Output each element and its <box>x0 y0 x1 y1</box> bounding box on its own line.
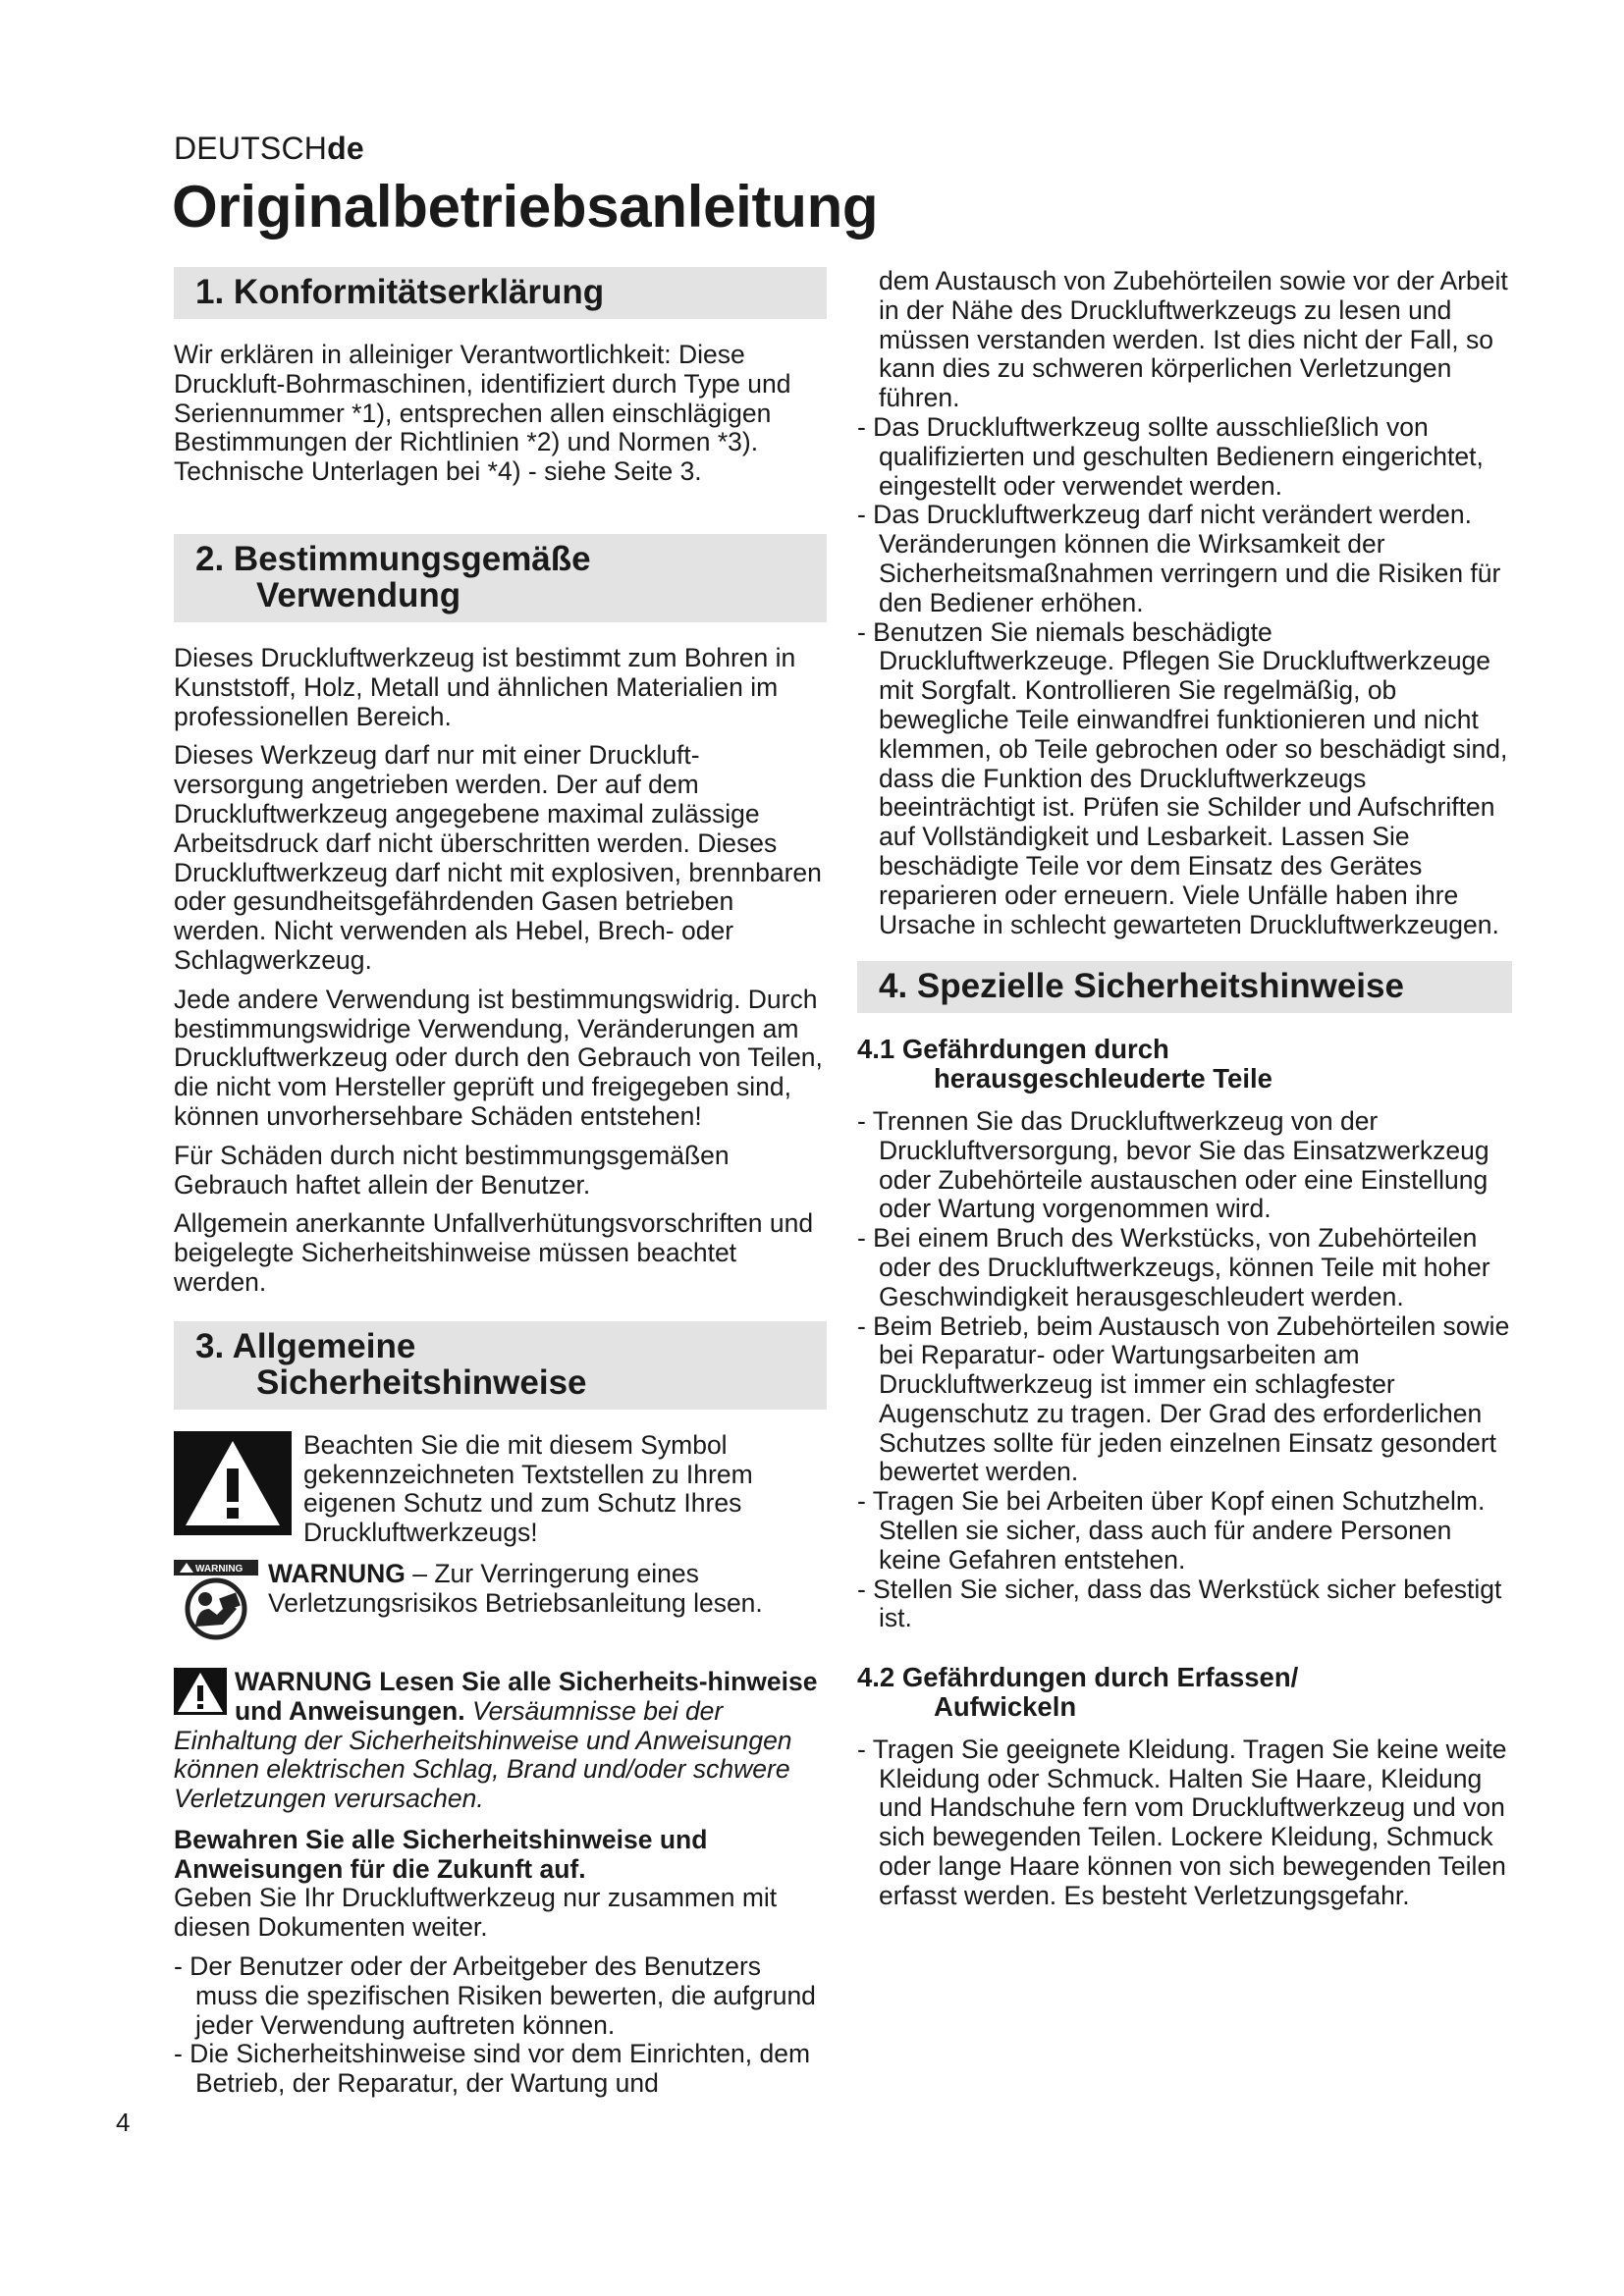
language-label <box>174 131 364 167</box>
section-3-heading <box>174 1321 827 1410</box>
section-2-p4: Für Schäden durch nicht bestimmungsgemäßen Gebrauch haftet allein der Benutzer. <box>174 1140 730 1200</box>
section-4-heading: 4. Spezielle Sicherheitshinweise <box>857 961 1512 1013</box>
subsection-4-1-heading: 4.1 Gefährdungen durch herausgeschleuderte Teile <box>857 1034 1272 1095</box>
read-manual-warning <box>174 1560 827 1640</box>
section-2-p2: Dieses Werkzeug darf nur mit einer Druckluft-versorgung angetrieben werden. Der auf dem Druckluftwerkzeug angegebene maximal zulässige Arbeitsdruck darf nicht überschritten werden. Dieses Druckluftwerkzeug darf nicht mit explosiven, brennbaren oder gesundheitsgefährdenden Gasen betrieben werden. Nicht verwenden als Hebel, Brech- oder Schlagwerkzeug. <box>174 740 822 975</box>
warning-label-text: WARNING <box>195 1563 244 1575</box>
subsection-4-1-bullet-1: - Trennen Sie das Druckluftwerkzeug von der Druckluftversorgung, bevor Sie das Einsatzwerkzeug oder Zubehörteile austauschen oder eine Einstellung oder Wartung vorgenommen wird. <box>857 1105 1489 1224</box>
section-1-text: Wir erklären in alleiniger Verantwortlichkeit: Diese Druckluft-Bohrmaschinen, identifiziert durch Type und Seriennummer *1), entsprechen allen einschlägigen Bestimmungen der Richtlinien *2) und Normen *3). Technische Unterlagen bei *4) - siehe Seite 3. <box>174 340 791 487</box>
section-2-p5: Allgemein anerkannte Unfallverhütungsvorschriften und beigelegte Sicherheitshinweise müssen beachtet werden. <box>174 1208 814 1297</box>
small-warning-icon <box>174 1668 227 1715</box>
right-bullet-3: - Benutzen Sie niemals beschädigte Druckluftwerkzeuge. Pflegen Sie Druckluftwerkzeuge mit Sorgfalt. Kontrollieren Sie regelmäßig, ob bewegliche Teile einwandfrei funktionieren und nicht klemmen, ob Teile gebrochen oder so beschädigt sind, dass die Funktion des Druckluftwerkzeugs beeinträchtigt ist. Prüfen sie Schilder und Aufschriften auf Vollständigkeit und Lesbarkeit. Lassen Sie beschädigte Teile vor dem Einsatz des Gerätes reparieren oder erneuern. Viele Unfälle haben ihre Ursache in schlecht gewarteten Druckluftwerkzeugen. <box>857 616 1508 939</box>
section-2-heading <box>174 534 827 622</box>
subsection-4-1-bullet-4: - Tragen Sie bei Arbeiten über Kopf einen Schutzhelm. Stellen sie sicher, dass auch für andere Personen keine Gefahren entstehen. <box>857 1486 1486 1575</box>
keep-instructions-heading: Bewahren Sie alle Sicherheitshinweise und Anweisungen für die Zukunft auf. <box>174 1824 708 1884</box>
subsection-4-1-bullet-2: - Bei einem Bruch des Werkstücks, von Zubehörteilen oder des Druckluftwerkzeugs, können Teile mit hoher Geschwindigkeit herausgeschleudert werden. <box>857 1223 1490 1311</box>
section-2-p3: Jede andere Verwendung ist bestimmungswidrig. Durch bestimmungswidrige Verwendung, Veränderungen am Druckluftwerkzeug oder durch den Gebrauch von Teilen, die nicht vom Hersteller geprüft und freigegeben sind, können unvorhersehbare Schäden entstehen! <box>174 984 823 1131</box>
warning-word: WARNUNG <box>268 1558 406 1588</box>
section-2-heading-line2: Verwendung <box>256 575 461 614</box>
language-code: de <box>327 131 364 166</box>
section-3-heading-line1: 3. Allgemeine <box>195 1326 416 1365</box>
subsection-4-2-bullet-1: - Tragen Sie geeignete Kleidung. Tragen Sie keine weite Kleidung oder Schmuck. Halten Sie Haare, Kleidung und Handschuhe fern vom Druckluftwerkzeug und von sich bewegenden Teilen. Lockere Kleidung, Schmuck oder lange Haare können von sich bewegenden Teilen erfasst werden. Es besteht Verletzungsgefahr. <box>857 1734 1507 1910</box>
section-2-p1: Dieses Druckluftwerkzeug ist bestimmt zum Bohren in Kunststoff, Holz, Metall und ähnlichen Materialien im professionellen Bereich. <box>174 642 796 731</box>
left-column <box>174 267 827 2099</box>
section-2-heading-line1: 2. Bestimmungsgemäße <box>195 539 591 578</box>
general-warning <box>174 1668 827 1814</box>
section-3-heading-line2: Sicherheitshinweise <box>256 1362 587 1402</box>
page-number: 4 <box>116 2108 131 2137</box>
section-1-heading: 1. Konformitätserklärung <box>174 267 827 319</box>
language-prefix: DEUTSCH <box>174 131 328 166</box>
left-bullet-1: - Der Benutzer oder der Arbeitgeber des Benutzers muss die spezifischen Risiken bewerten, die aufgrund jeder Verwendung auftreten können. <box>174 1951 816 2040</box>
read-manual-text <box>268 1560 827 1640</box>
left-bullet-2: - Die Sicherheitshinweise sind vor dem Einrichten, dem Betrieb, der Reparatur, der Wartung und <box>174 2039 811 2099</box>
warning-rest: – Zur Verringerung eines Verletzungsrisikos Betriebsanleitung lesen. <box>268 1558 763 1618</box>
continued-text: dem Austausch von Zubehörteilen sowie vor der Arbeit in der Nähe des Druckluftwerkzeugs zu lesen und müssen verstanden werden. Ist dies nicht der Fall, so kann dies zu schweren körperlichen Verletzungen führen. <box>879 266 1508 413</box>
read-manual-icon <box>174 1560 258 1640</box>
right-bullet-2: - Das Druckluftwerkzeug darf nicht verändert werden. Veränderungen können die Wirksamkeit der Sicherheitsmaßnahmen verringern und die Risiken für den Bediener erhöhen. <box>857 500 1501 617</box>
right-column <box>857 267 1512 1911</box>
symbol-notice-text: Beachten Sie die mit diesem Symbol gekennzeichneten Textstellen zu Ihrem eigenen Schutz und zum Schutz Ihres Druckluftwerkzeugs! <box>303 1429 753 1548</box>
document-title: Originalbetriebsanleitung <box>172 174 879 240</box>
symbol-notice <box>174 1431 827 1548</box>
keep-instructions-text: Geben Sie Ihr Druckluftwerkzeug nur zusammen mit diesen Dokumenten weiter. <box>174 1883 778 1943</box>
subsection-4-2-heading: 4.2 Gefährdungen durch Erfassen/ Aufwickeln <box>857 1662 1299 1723</box>
general-warning-italic: Versäumnisse bei der Einhaltung der Sicherheitshinweise und Anweisungen können elektrischen Schlag, Brand und/oder schwere Verletzungen verursachen. <box>174 1695 792 1814</box>
subsection-4-1-bullet-3: - Beim Betrieb, beim Austausch von Zubehörteilen sowie bei Reparatur- oder Wartungsarbeiten am Druckluftwerkzeug ist immer ein schlagfester Augenschutz zu tragen. Der Grad des erforderlichen Schutzes sollte für jeden einzelnen Einsatz gesondert bewertet werden. <box>857 1310 1510 1487</box>
right-bullet-1: - Das Druckluftwerkzeug sollte ausschließlich von qualifizierten und geschulten Bedienern eingerichtet, eingestellt oder verwendet werden. <box>857 411 1484 501</box>
subsection-4-1-bullet-5: - Stellen Sie sicher, dass das Werkstück sicher befestigt ist. <box>857 1574 1502 1633</box>
warning-triangle-icon <box>174 1431 292 1535</box>
general-warning-bold: WARNUNG Lesen Sie alle Sicherheits-hinweise und Anweisungen. <box>235 1666 818 1726</box>
